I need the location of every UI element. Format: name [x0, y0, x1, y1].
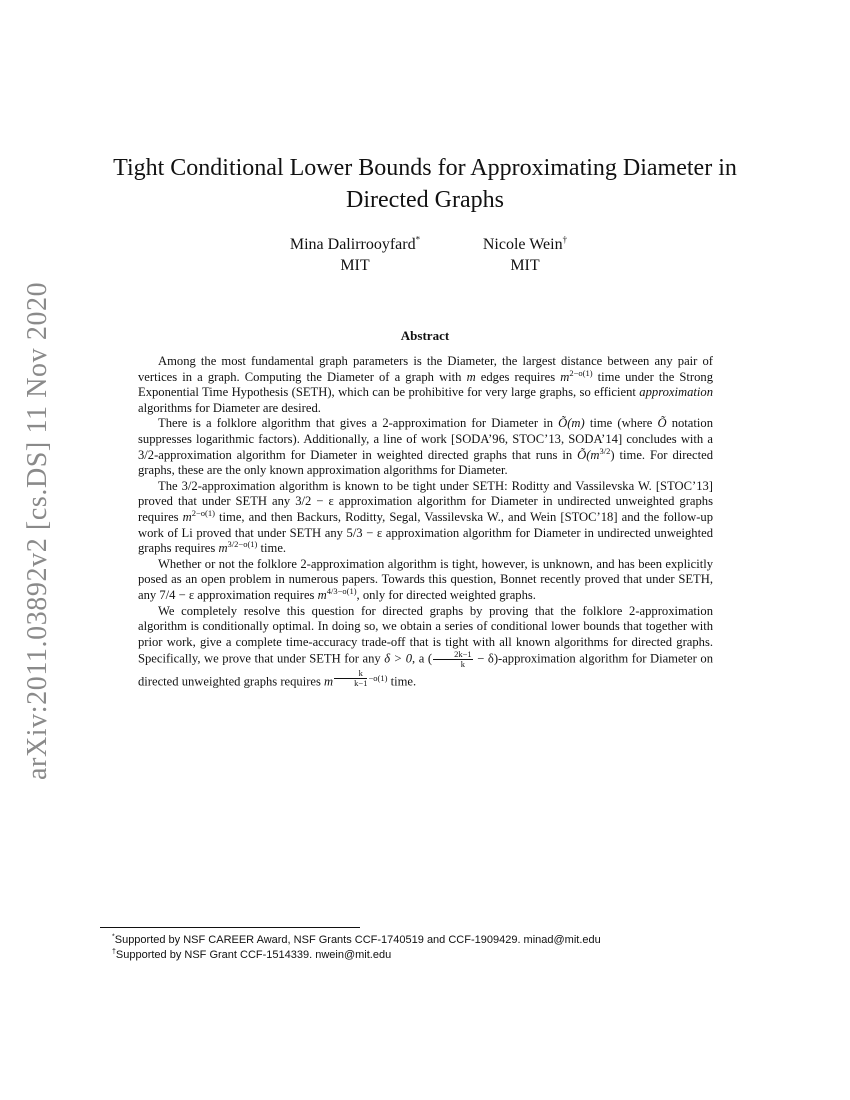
footnote-2: †Supported by NSF Grant CCF-1514339. nwein@mit.edu [112, 948, 392, 961]
abstract-paragraph-2: There is a folklore algorithm that gives a 2-approximation for Diameter in Õ(m) time (where Õ notation suppresses logarithmic factors). Additionally, a line of work [SODA’96, STOC’13, SODA’14] concludes with a 3/2-approximation algorithm for Diameter in weighted directed graphs that runs in $Õ(m^{3/2})$ time. For directed graphs, these are the only known approximation algorithms for Diameter. [138, 416, 713, 478]
author-2-affiliation: MIT [510, 257, 540, 274]
author-1-name: Mina Dalirrooyfard* [289, 234, 421, 253]
abstract-paragraph-3: The 3/2-approximation algorithm is known to be tight under SETH: Roditty and Vassilevska W. [STOC’13] proved that under SETH any 3/2 − ε approximation algorithm for Diameter in undirected unweighted graphs requires $m^{2-o(1)}$ time, and then Backurs, Roditty, Segal, Vassilevska W., and Wein [STOC’18] and the follow-up work of Li proved that under SETH any 5/3 − ε approximation algorithm for Diameter in undirected unweighted graphs requires $m^{3/2-o(1)}$ time. [138, 478, 713, 556]
footnotes [112, 933, 732, 963]
author-1-footnote-mark: * [415, 234, 421, 245]
abstract-body [138, 354, 713, 691]
arxiv-stamp: arXiv:2011.03892v2 [cs.DS] 11 Nov 2020 [22, 281, 53, 780]
author-2 [460, 234, 590, 276]
abstract-paragraph-1: Among the most fundamental graph parameters is the Diameter, the largest distance between any pair of vertices in a graph. Computing the Diameter of a graph with m edges requires $m^{2-o(1)}$ time under the Strong Exponential Time Hypothesis (SETH), which can be prohibitive for very large graphs, so efficient approximation algorithms for Diameter are desired. [138, 354, 713, 415]
author-2-footnote-mark: † [562, 234, 568, 245]
approx-fraction: $\frac{2k-1}{k}$ [433, 650, 473, 669]
footnote-1: *Supported by NSF CAREER Award, NSF Grants CCF-1740519 and CCF-1909429. minad@mit.edu [112, 933, 601, 946]
paper-title: Tight Conditional Lower Bounds for Approximating Diameter in Directed Graphs [113, 155, 737, 213]
author-2-name: Nicole Wein† [482, 234, 568, 253]
exponent-fraction: k k−1 −o(1) [333, 673, 387, 683]
footnote-divider [100, 927, 360, 928]
author-1-affiliation: MIT [340, 257, 370, 274]
abstract-paragraph-4: Whether or not the folklore 2-approximation algorithm is tight, however, is unknown, and has been explicitly posed as an open problem in numerous papers. Towards this question, Bonnet recently proved that under SETH, any 7/4 − ε approximation requires $m^{4/3-o(1)}$, only for directed weighted graphs. [138, 556, 713, 602]
abstract-heading: Abstract [400, 328, 450, 343]
author-1 [270, 234, 440, 276]
abstract-paragraph-5: We completely resolve this question for directed graphs by proving that the folklore 2-approximation algorithm is conditionally optimal. In doing so, we obtain a series of conditional lower bounds that together with prior work, give a complete time-accuracy trade-off that is tight with all known algorithms for directed graphs. Specifically, we prove that under SETH for any δ > 0, a ( $\frac{2k-1}{k}$ − δ)-approximation algorithm for Diameter on directed unweighted graphs requires m $^{\frac{k}{k-1} -o(1)}$ time. [138, 603, 713, 689]
